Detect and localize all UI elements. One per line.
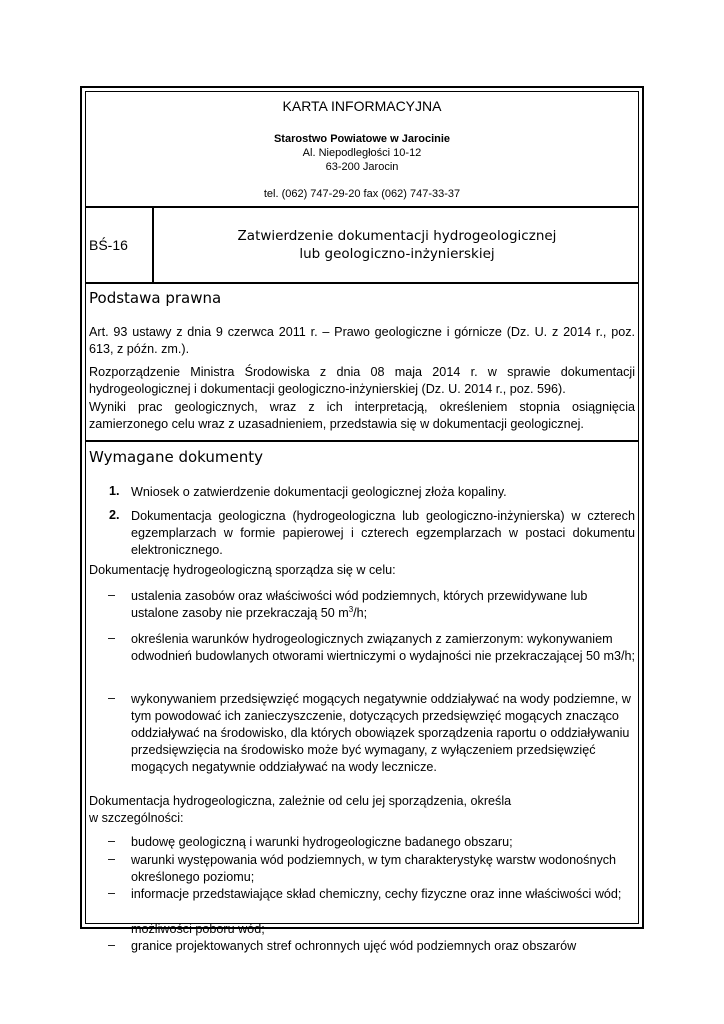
content-intro: Dokumentacja hydrogeologiczna, zależnie od celu jej sporządzenia, określa w szczególności: [89,794,512,825]
content-item: warunki występowania wód podziemnych, w tym charakterystykę warstw wodonośnych określonego poziomu; [131,853,617,884]
office-name: Starostwo Powiatowe w Jarocinie [273,133,451,145]
card-subject-line-1: Zatwierdzenie dokumentacji hydrogeologicznej [237,228,557,244]
purpose-item: określenia warunków hydrogeologicznych związanych z zamierzonym: wykonywaniem odwodnień budowlanych otworami wiertniczymi o wydajności nie przekraczającej 50 m3/h; [131,632,635,663]
content-item: granice projektowanych stref ochronnych ujęć wód podziemnych oraz obszarów [131,939,577,953]
content-item: informacje przedstawiające skład chemiczny, cechy fizyczne oraz inne właściwości wód; [131,887,622,901]
dash-bullet: – [108,938,116,952]
card-header [86,92,638,206]
content-item: możliwości poboru wód; [131,922,265,936]
content-item: budowę geologiczną i warunki hydrogeologiczne badanego obszaru; [131,835,513,849]
required-documents-section [86,442,638,953]
dash-bullet: – [108,691,116,705]
purpose-item-suffix: /h; [353,606,368,620]
list-number: 1. [109,484,120,498]
list-item: Wniosek o zatwierdzenie dokumentacji geologicznej złoża kopaliny. [131,485,507,499]
purpose-item: wykonywaniem przedsięwzięć mogących negatywnie oddziaływać na wody podziemne, w tym powodować ich zanieczyszczenie, dotyczących przedsięwzięć mogących znacząco oddziaływać na środowisko, dla których obowiązek sporządzenia raportu o oddziaływaniu przedsięwzięcia na środowisko może być wymagany, z wyłączeniem przedsięwzięć mogących negatywnie oddziaływać na wody lecznicze. [131,692,631,774]
dash-bullet: – [108,921,116,935]
purpose-item-text: ustalenia zasobów oraz właściwości wód podziemnych, których przewidywane lub ustalone zasoby nie przekraczają 50 m [131,589,588,620]
info-card [80,86,644,953]
dash-bullet: – [108,631,116,645]
office-address: Al. Niepodległości 10-12 [302,147,422,159]
legal-basis-paragraph: Art. 93 ustawy z dnia 9 czerwca 2011 r. – Prawo geologiczne i górnicze (Dz. U. z 2014 r., poz. 613, z późn. zm.). [89,325,635,356]
info-card-inner [85,91,639,953]
required-documents-title: Wymagane dokumenty [89,448,264,466]
card-subject-row [86,208,638,282]
legal-basis-title: Podstawa prawna [89,289,222,307]
legal-basis-paragraph: Wyniki prac geologicznych, wraz z ich interpretacją, określeniem stopnia osiągnięcia zamierzonego celu wraz z uzasadnieniem, przedstawia się w dokumentacji geologicznej. [89,400,635,431]
dash-bullet: – [108,834,116,848]
card-code-cell [86,208,154,282]
list-number: 2. [109,508,120,522]
dash-bullet: – [108,588,116,602]
card-code: BŚ-16 [89,237,128,253]
office-postal: 63-200 Jarocin [325,161,399,173]
dash-bullet: – [108,852,116,866]
office-contact: tel. (062) 747-29-20 fax (062) 747-33-37 [263,188,461,200]
superscript: 3 [348,604,354,614]
card-title: KARTA INFORMACYJNA [282,98,442,114]
card-subject [156,227,638,263]
purpose-intro: Dokumentację hydrogeologiczną sporządza się w celu: [89,563,396,577]
list-item: Dokumentacja geologiczna (hydrogeologiczna lub geologiczno-inżynierska) w czterech egzemplarzach w formie papierowej i czterech egzemplarzach w postaci dokumentu elektronicznego. [131,509,635,557]
dash-bullet: – [108,886,116,900]
purpose-item [131,588,635,622]
legal-basis-paragraph: Rozporządzenie Ministra Środowiska z dnia 08 maja 2014 r. w sprawie dokumentacji hydrogeologicznej i dokumentacji geologiczno-inżynierskiej (Dz. U. 2014 r., poz. 596). [89,365,635,396]
legal-basis-section [86,284,638,440]
card-subject-line-2: lub geologiczno-inżynierskiej [299,246,495,262]
